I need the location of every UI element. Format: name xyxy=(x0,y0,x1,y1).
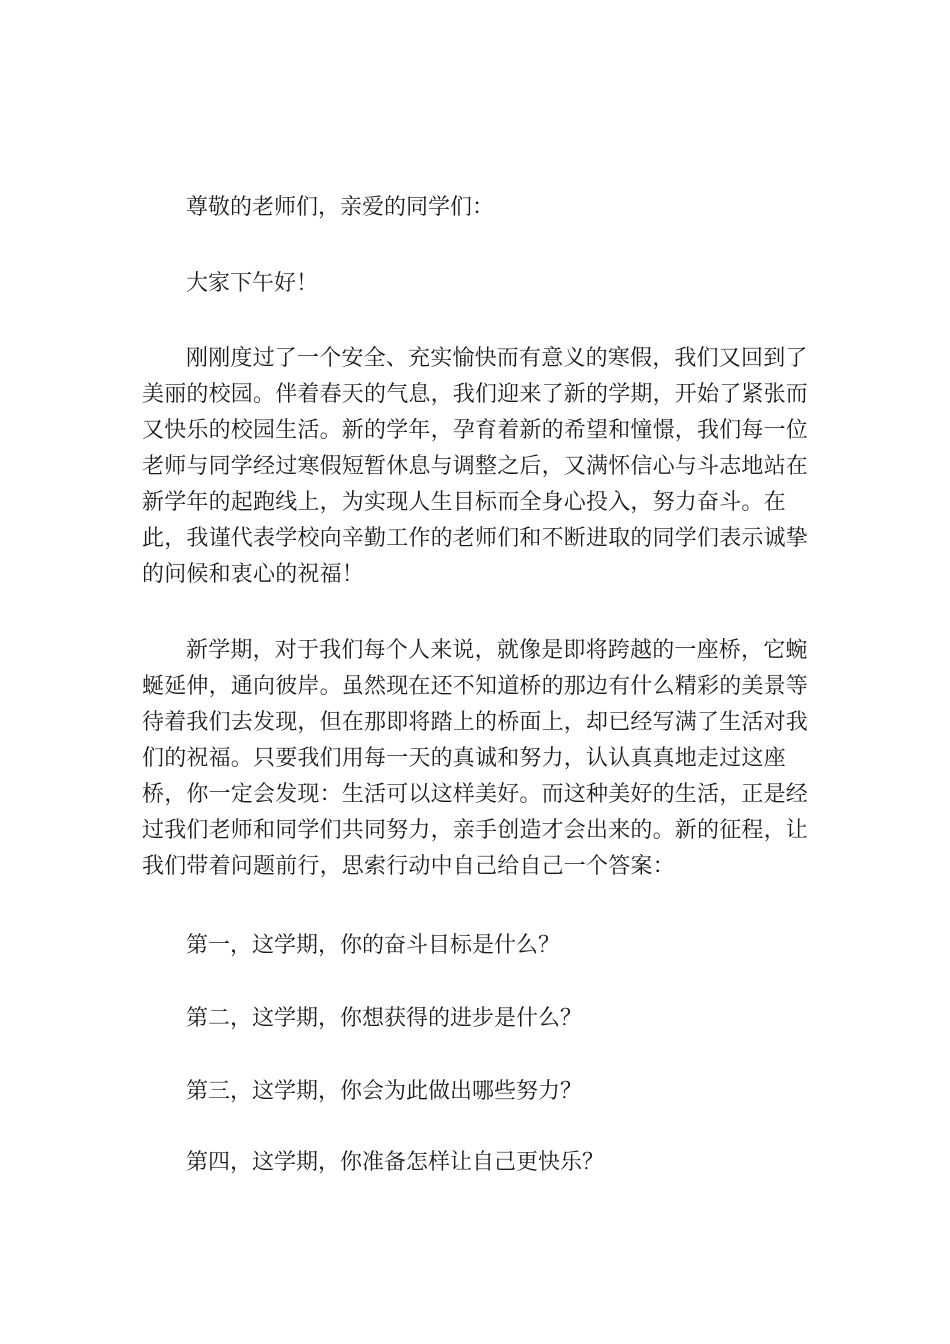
question-1: 第一，这学期，你的奋斗目标是什么？ xyxy=(186,933,561,958)
greeting: 大家下午好！ xyxy=(186,271,319,296)
salutation: 尊敬的老师们，亲爱的同学们： xyxy=(186,195,495,220)
body-paragraph-2: 新学期，对于我们每个人来说，就像是即将跨越的一座桥，它蜿蜒延伸，通向彼岸。虽然现在还不知道桥的那边有什么精彩的美景等待着我们去发现，但在那即将踏上的桥面上，却已经写满了生活对我们的祝福。只要我们用每一天的真诚和努力，认认真真地走过这座桥，你一定会发现：生活可以这样美好。而这种美好的生活，正是经过我们老师和同学们共同努力，亲手创造才会出来的。新的征程，让我们带着问题前行，思索行动中自己给自己一个答案： xyxy=(142,638,809,879)
question-2: 第二，这学期，你想获得的进步是什么？ xyxy=(186,1006,583,1031)
body-paragraph-1: 刚刚度过了一个安全、充实愉快而有意义的寒假，我们又回到了美丽的校园。伴着春天的气息，我们迎来了新的学期，开始了紧张而又快乐的校园生活。新的学年，孕育着新的希望和憧憬，我们每一位老师与同学经过寒假短暂休息与调整之后，又满怀信心与斗志地站在新学年的起跑线上，为实现人生目标而全身心投入，努力奋斗。在此，我谨代表学校向辛勤工作的老师们和不断进取的同学们表示诚挚的问候和衷心的祝福！ xyxy=(142,346,809,587)
question-4: 第四，这学期，你准备怎样让自己更快乐？ xyxy=(186,1150,605,1175)
question-3: 第三，这学期，你会为此做出哪些努力？ xyxy=(186,1079,583,1104)
